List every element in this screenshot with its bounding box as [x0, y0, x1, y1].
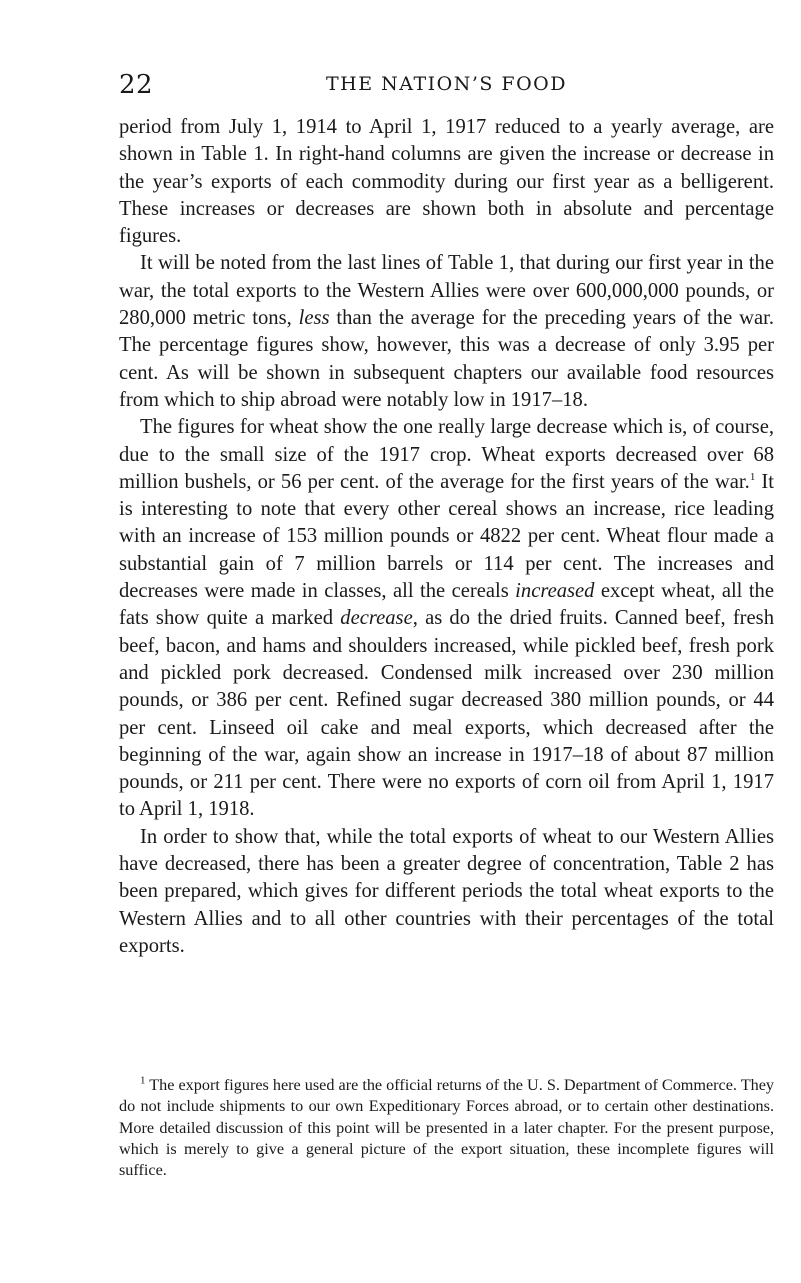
body-text	[119, 114, 774, 960]
paragraph-3-text-middle: It is interesting to note that every other cereal shows an increase, rice leading with an increase of 153 million pounds or 4822 per cent. Wheat flour made a substantial gain of 7 million barrels or 114 per cent. The increases and decreases were made in classes, all the cereals	[119, 470, 774, 603]
footnote-marker: 1	[140, 1074, 146, 1087]
running-head	[119, 70, 774, 100]
paragraph-3-text-after: , as do the dried fruits. Canned beef, fresh beef, bacon, and hams and shoulders increased, while pickled beef, fresh pork and pickled pork decreased. Condensed milk increased over 230 million pounds, or 386 per cent. Refined sugar decreased 380 million pounds, or 44 per cent. Linseed oil cake and meal exports, which decreased after the beginning of the war, again show an increase in 1917–18 of about 87 million pounds, or 211 per cent. There were no exports of corn oil from April 1, 1917 to April 1, 1918.	[119, 607, 774, 821]
page-number: 22	[119, 70, 154, 100]
paragraph-3-text-middle-2: except wheat, all the fats show quite a marked	[119, 580, 774, 630]
emphasis-decrease: decrease	[340, 607, 413, 630]
emphasis-less: less	[298, 307, 330, 330]
paragraph-2-text-after: than the average for the preceding years of the war. The percentage figures show, however, this was a decrease of only 3.95 per cent. As will be shown in subsequent chapters our available food resources from which to ship abroad were notably low in 1917–18.	[119, 307, 774, 411]
emphasis-increased: increased	[515, 580, 595, 603]
paragraph-3	[119, 414, 774, 823]
paragraph-2	[119, 250, 774, 414]
paragraph-3-text-before: The figures for wheat show the one really large decrease which is, of course, due to the small size of the 1917 crop. Wheat exports decreased over 68 million bushels, or 56 per cent. of the average for the first years of the war.	[119, 416, 774, 493]
paragraph-1	[119, 114, 774, 250]
running-title: THE NATION’S FOOD	[325, 73, 567, 95]
paragraph-4	[119, 824, 774, 960]
paragraph-4-text: In order to show that, while the total exports of wheat to our Western Allies have decreased, there has been a greater degree of concentration, Table 2 has been prepared, which gives for different periods the total wheat exports to the Western Allies and to all other countries with their percentages of the total exports.	[119, 825, 774, 957]
paragraph-1-text: period from July 1, 1914 to April 1, 1917 reduced to a yearly average, are shown in Table 1. In right-hand columns are given the increase or decrease in the year’s exports of each commodity during our first year as a belligerent. These increases or decreases are shown both in absolute and percentage figures.	[119, 116, 774, 248]
footnote-reference: 1	[749, 471, 756, 483]
paragraph-2-text-before: It will be noted from the last lines of Table 1, that during our first year in the war, the total exports to the Western Allies were over 600,000,000 pounds, or 280,000 metric tons,	[119, 252, 774, 330]
footnote	[119, 1075, 774, 1181]
footnote-text: The export figures here used are the official returns of the U. S. Department of Commerce. They do not include shipments to our own Expeditionary Forces abroad, or to certain other destinations. More detailed discussion of this point will be presented in a later chapter. For the present purpose, which is merely to give a general picture of the export situation, these incomplete figures will suffice.	[119, 1076, 774, 1180]
